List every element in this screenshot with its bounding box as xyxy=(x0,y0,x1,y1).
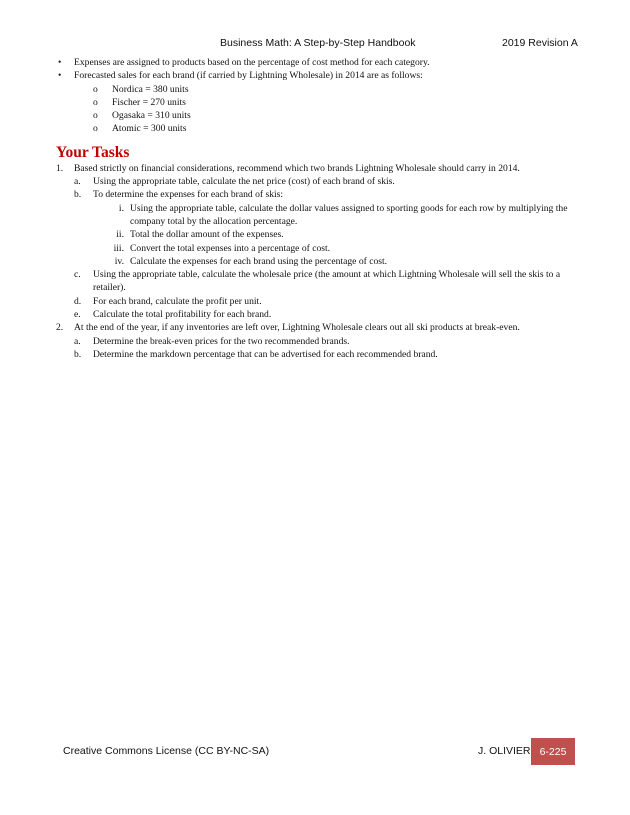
task-1c xyxy=(56,268,576,295)
list-number: 2. xyxy=(56,322,64,334)
task-text: Determine the markdown percentage that can be advertised for each recommended brand. xyxy=(93,348,438,360)
footer-license: Creative Commons License (CC BY-NC-SA) xyxy=(63,745,270,757)
running-header-revision: 2019 Revision A xyxy=(502,37,578,49)
forecast-item xyxy=(56,96,576,109)
task-text: Total the dollar amount of the expenses. xyxy=(130,229,284,241)
running-header-title: Business Math: A Step-by-Step Handbook xyxy=(220,37,416,49)
bullet-text: Expenses are assigned to products based on the percentage of cost method for each category. xyxy=(74,57,430,68)
bullet-item xyxy=(56,69,576,82)
task-1b xyxy=(56,188,576,201)
task-text: Using the appropriate table, calculate the net price (cost) of each brand of skis. xyxy=(93,176,395,188)
task-text: Calculate the expenses for each brand using the percentage of cost. xyxy=(130,255,388,267)
page-number-badge: 6-225 xyxy=(531,738,575,765)
task-text: Calculate the total profitability for each brand. xyxy=(93,309,272,321)
circle-bullet-icon: o xyxy=(93,123,98,135)
bullet-item xyxy=(56,56,576,69)
task-1e xyxy=(56,308,576,321)
task-text: Using the appropriate table, calculate the wholesale price (the amount at which Lightning Wholesale will sell the skis to a retailer). xyxy=(93,269,561,294)
task-text: To determine the expenses for each brand of skis: xyxy=(93,189,284,201)
bullet-icon: • xyxy=(58,57,62,68)
list-number: 1. xyxy=(56,162,64,174)
task-2b xyxy=(56,348,576,361)
list-letter: d. xyxy=(74,295,82,307)
forecast-text: Atomic = 300 units xyxy=(112,123,187,135)
list-roman: iii. xyxy=(113,242,124,254)
circle-bullet-icon: o xyxy=(93,96,98,108)
forecast-text: Fischer = 270 units xyxy=(112,96,186,108)
task-text: Determine the break-even prices for the two recommended brands. xyxy=(93,335,350,347)
forecast-item xyxy=(56,122,576,135)
list-letter: b. xyxy=(74,189,82,201)
forecast-item xyxy=(56,83,576,96)
list-letter: a. xyxy=(74,176,81,188)
task-2 xyxy=(56,321,576,334)
list-letter: c. xyxy=(74,269,81,281)
list-letter: b. xyxy=(74,348,82,360)
circle-bullet-icon: o xyxy=(93,110,98,122)
list-letter: a. xyxy=(74,335,81,347)
page-body xyxy=(56,56,576,361)
bullet-text: Forecasted sales for each brand (if carried by Lightning Wholesale) in 2014 are as follows: xyxy=(74,70,423,82)
task-1b-iii xyxy=(56,242,576,255)
task-text: Using the appropriate table, calculate the dollar values assigned to sporting goods for each row by multiplying the company total by the allocation percentage. xyxy=(130,202,568,227)
task-1b-iv xyxy=(56,255,576,268)
forecast-text: Nordica = 380 units xyxy=(112,83,189,95)
task-1 xyxy=(56,162,576,175)
task-2a xyxy=(56,335,576,348)
task-1b-i xyxy=(56,202,576,229)
list-roman: iv. xyxy=(114,255,124,267)
forecast-text: Ogasaka = 310 units xyxy=(112,110,191,122)
forecast-item xyxy=(56,109,576,122)
list-letter: e. xyxy=(74,309,81,321)
task-text: For each brand, calculate the profit per unit. xyxy=(93,295,262,307)
footer-author: J. OLIVIER xyxy=(478,745,531,757)
task-1b-ii xyxy=(56,228,576,241)
list-roman: ii. xyxy=(116,229,124,241)
task-text: Convert the total expenses into a percentage of cost. xyxy=(130,242,331,254)
task-text: At the end of the year, if any inventories are left over, Lightning Wholesale clears out all ski products at break-even. xyxy=(74,322,520,334)
circle-bullet-icon: o xyxy=(93,83,98,95)
list-roman: i. xyxy=(118,202,124,214)
task-1d xyxy=(56,295,576,308)
bullet-icon: • xyxy=(58,70,62,82)
task-1a xyxy=(56,175,576,188)
section-heading-your-tasks: Your Tasks xyxy=(56,143,130,161)
task-text: Based strictly on financial considerations, recommend which two brands Lightning Wholesale should carry in 2014. xyxy=(74,162,520,174)
